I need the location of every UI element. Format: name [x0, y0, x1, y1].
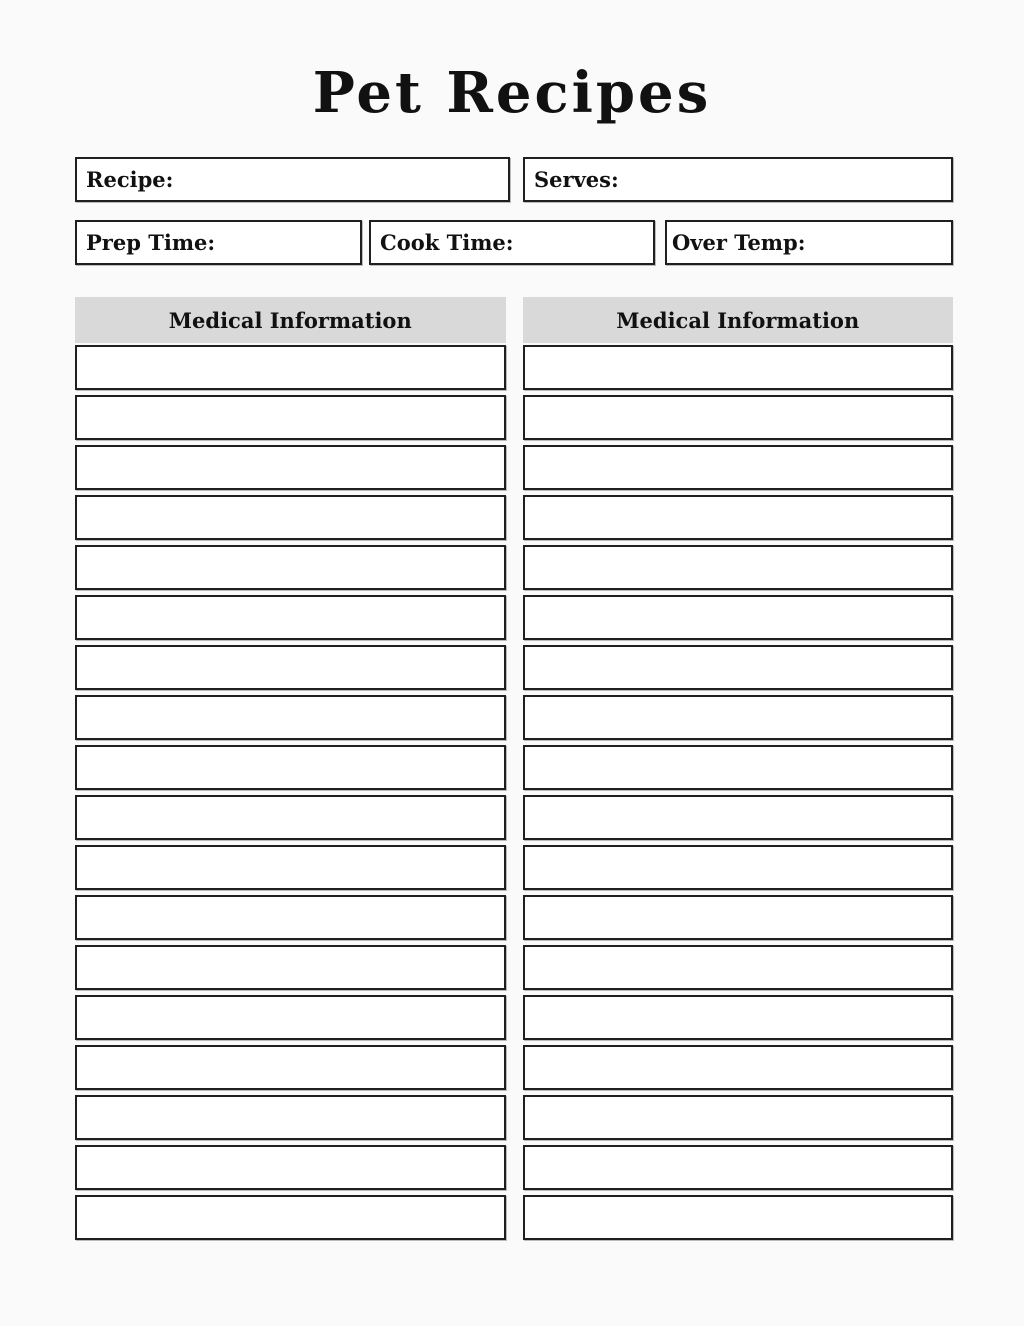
medical-info-entry-row[interactable]: [523, 1195, 954, 1240]
medical-info-entry-row[interactable]: [75, 795, 506, 840]
medical-info-entry-row[interactable]: [75, 895, 506, 940]
oven-temp-label: Over Temp:: [672, 230, 806, 255]
medical-info-entry-row[interactable]: [523, 795, 954, 840]
medical-info-entry-row[interactable]: [75, 1145, 506, 1190]
prep-time-field[interactable]: [75, 220, 362, 265]
medical-info-entry-row[interactable]: [75, 1045, 506, 1090]
medical-info-entry-row[interactable]: [75, 445, 506, 490]
medical-info-entry-row[interactable]: [523, 595, 954, 640]
medical-info-entry-row[interactable]: [523, 645, 954, 690]
medical-info-entry-row[interactable]: [523, 695, 954, 740]
medical-info-entry-row[interactable]: [523, 1095, 954, 1140]
medical-info-entry-row[interactable]: [523, 395, 954, 440]
medical-info-rows-right: [523, 345, 954, 1240]
recipe-label: Recipe:: [86, 167, 174, 192]
medical-info-entry-row[interactable]: [523, 995, 954, 1040]
medical-info-entry-row[interactable]: [523, 895, 954, 940]
medical-info-entry-row[interactable]: [75, 645, 506, 690]
medical-info-entry-row[interactable]: [75, 495, 506, 540]
medical-info-entry-row[interactable]: [523, 845, 954, 890]
medical-info-entry-row[interactable]: [523, 745, 954, 790]
medical-info-header-left: Medical Information: [75, 297, 506, 343]
medical-info-entry-row[interactable]: [523, 1045, 954, 1090]
medical-info-entry-row[interactable]: [523, 945, 954, 990]
medical-info-entry-row[interactable]: [75, 1095, 506, 1140]
serves-field[interactable]: [523, 157, 953, 202]
medical-info-column-right: [523, 297, 954, 1245]
medical-info-column-left: [75, 297, 506, 1245]
medical-info-entry-row[interactable]: [75, 845, 506, 890]
medical-info-entry-row[interactable]: [523, 1145, 954, 1190]
recipe-field[interactable]: [75, 157, 510, 202]
medical-info-entry-row[interactable]: [523, 445, 954, 490]
cook-time-label: Cook Time:: [380, 230, 514, 255]
medical-info-rows-left: [75, 345, 506, 1240]
medical-info-header-right: Medical Information: [523, 297, 954, 343]
medical-info-entry-row[interactable]: [75, 595, 506, 640]
medical-info-entry-row[interactable]: [75, 745, 506, 790]
medical-info-entry-row[interactable]: [523, 345, 954, 390]
oven-temp-field[interactable]: [665, 220, 953, 265]
medical-info-entry-row[interactable]: [523, 545, 954, 590]
recipe-serves-row: [75, 157, 953, 202]
medical-info-entry-row[interactable]: [75, 395, 506, 440]
prep-time-label: Prep Time:: [86, 230, 216, 255]
medical-info-entry-row[interactable]: [75, 345, 506, 390]
medical-info-entry-row[interactable]: [75, 995, 506, 1040]
serves-label: Serves:: [534, 167, 619, 192]
medical-information-columns: [75, 297, 953, 1245]
medical-info-entry-row[interactable]: [75, 945, 506, 990]
medical-info-entry-row[interactable]: [523, 495, 954, 540]
cook-time-field[interactable]: [369, 220, 655, 265]
page-title: Pet Recipes: [312, 60, 712, 126]
times-temp-row: [75, 220, 953, 265]
medical-info-entry-row[interactable]: [75, 1195, 506, 1240]
medical-info-entry-row[interactable]: [75, 695, 506, 740]
medical-info-entry-row[interactable]: [75, 545, 506, 590]
